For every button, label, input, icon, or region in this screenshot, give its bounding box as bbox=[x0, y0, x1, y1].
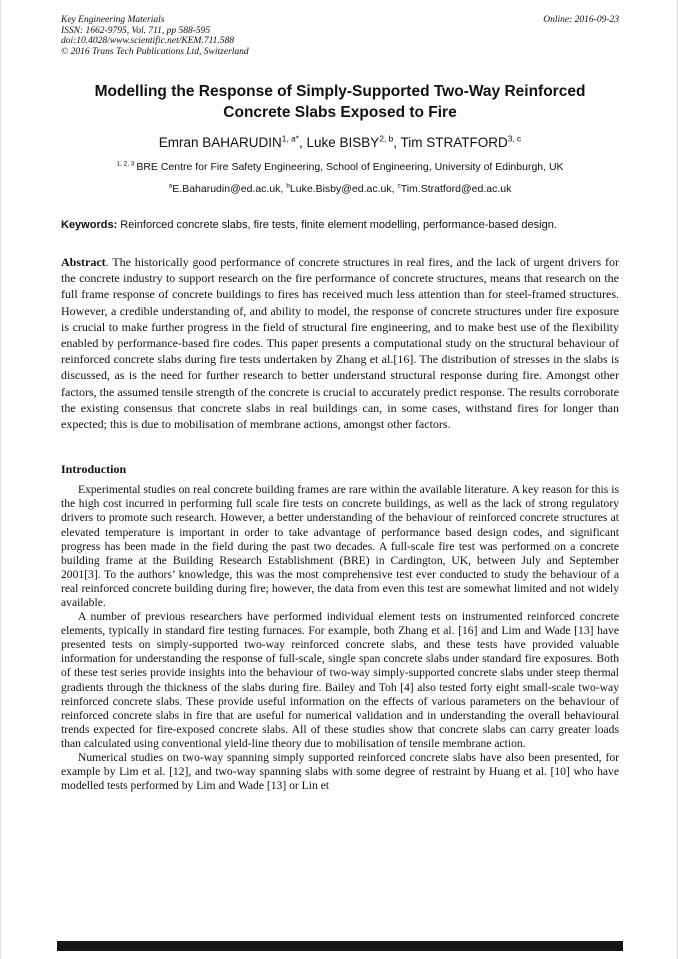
paper-title-line-2: Concrete Slabs Exposed to Fire bbox=[223, 104, 457, 121]
paper-title bbox=[61, 81, 619, 123]
abstract-label: Abstract bbox=[61, 255, 106, 269]
intro-paragraph-2: A number of previous researchers have performed individual element tests on instrumented reinforced concrete elements, typically in standard fire testing furnaces. For example, both Zhang et al. [16] and Lim and Wade [13] have presented tests on simply-supported two-way reinforced concrete slabs, and these tests have provided valuable information for understanding the response of full-scale, single span concrete slabs under standard fire exposures. Both of these test series provide insights into the behaviour of two-way simply-supported concrete slabs under steep thermal gradients through the thickness of the slabs during fire. Bailey and Toh [4] also tested forty eight small-scale two-way reinforced concrete slabs. These provide useful information on the effects of various parameters on the behaviour of reinforced concrete slabs in fire that are useful for numerical validation and in understanding the overall behavioural trends expected for fire-exposed concrete slabs. All of these studies show that concrete slabs can carry greater loads than calculated using conventional yield-line theory due to mobilisation of tensile membrane action. bbox=[61, 610, 619, 750]
doi-line: doi:10.4028/www.scientific.net/KEM.711.588 bbox=[61, 36, 235, 46]
email-marker-a: a bbox=[168, 182, 173, 190]
intro-paragraph-1: Experimental studies on real concrete building frames are rare within the available literature. A key reason for this is the high cost incurred in performing full scale fire tests on concrete buildings, as well as the lack of strong regulatory drivers to promote such research. However, a better understanding of the behaviour of reinforced concrete structures at elevated temperature is important in order to take advantage of performance based design codes, and significant progress has been made in the field during the past two decades. A full-scale fire test was performed on a concrete building frame at the Building Research Establishment (BRE) in Cardington, UK, between July and September 2001[3]. To the authors’ knowledge, this was the most comprehensive test ever conducted to study the behaviour of a real reinforced concrete building during fire; however, the data from even this test are somewhat limited and not widely available. bbox=[61, 483, 619, 609]
email-address-2: Luke.Bisby@ed.ac.uk, bbox=[289, 183, 398, 195]
keywords-label: Keywords: bbox=[61, 219, 118, 231]
issn-line: ISSN: 1662-9795, Vol. 711, pp 588-595 bbox=[61, 25, 211, 36]
author-marker-3: 3, c bbox=[507, 133, 522, 144]
affiliation-markers: 1, 2, 3 bbox=[116, 160, 137, 168]
affiliation-line bbox=[61, 161, 619, 174]
emails-line bbox=[61, 183, 619, 196]
author-marker-2: 2, b bbox=[379, 133, 394, 144]
keywords-block bbox=[61, 218, 619, 233]
email-address-1: E.Baharudin@ed.ac.uk, bbox=[172, 183, 287, 195]
abstract-block bbox=[61, 254, 619, 432]
affiliation-text: BRE Centre for Fire Safety Engineering, School of Engineering, University of Edinburgh, UK bbox=[136, 161, 564, 173]
section-heading-introduction: Introduction bbox=[61, 462, 127, 477]
paper-title-line-1: Modelling the Response of Simply-Supported Two-Way Reinforced bbox=[94, 83, 586, 100]
journal-title: Key Engineering Materials bbox=[61, 15, 165, 25]
authors-line bbox=[61, 134, 619, 151]
page-content bbox=[1, 0, 677, 793]
email-marker-c: c bbox=[397, 182, 401, 190]
page-header bbox=[61, 15, 619, 57]
author-name-2: , Luke BISBY bbox=[299, 135, 380, 150]
copyright-line: © 2016 Trans Tech Publications Ltd, Switzerland bbox=[61, 46, 249, 57]
author-marker-1: 1, a* bbox=[281, 133, 299, 144]
keywords-text: Reinforced concrete slabs, fire tests, finite element modelling, performance-based design. bbox=[117, 219, 557, 231]
intro-paragraph-3: Numerical studies on two-way spanning simply supported reinforced concrete slabs have also been presented, for example by Lim et al. [12], and two-way spanning slabs with some degree of restraint by Huang et al. [10] who have modelled tests performed by Lim and Wade [13] or Lin et bbox=[61, 751, 619, 793]
author-name-1: Emran BAHARUDIN bbox=[158, 135, 282, 150]
online-date: Online: 2016-09-23 bbox=[543, 15, 619, 25]
abstract-text: . The historically good performance of concrete structures in real fires, and the lack of urgent drivers for the concrete industry to support research on the fire performance of concrete structures, means that research on the full frame response of concrete buildings to fires has received much less attention than for steel-framed structures. However, a credible understanding of, and ability to model, the response of concrete structures under fire exposure is crucial to make further progress in the field of structural fire engineering, and to make best use of the flexibility enabled by performance-based fire codes. This paper presents a computational study on the structural behaviour of reinforced concrete slabs during fire tests undertaken by Zhang et al.[16]. The distribution of stresses in the slabs is discussed, as is the need for further research to better understand structural response during fire. Amongst other factors, the assumed tensile strength of the concrete is crucial to accurately predict response. The results corroborate the existing consensus that concrete slabs in real buildings can, in some cases, withstand fires for longer than expected; this is due to mobilisation of membrane actions, amongst other factors. bbox=[61, 255, 619, 432]
author-name-3: , Tim STRATFORD bbox=[393, 135, 508, 150]
journal-info bbox=[61, 15, 249, 57]
email-marker-b: b bbox=[286, 182, 290, 190]
page-bottom-bar bbox=[57, 941, 623, 951]
email-address-3: Tim.Stratford@ed.ac.uk bbox=[400, 183, 512, 195]
